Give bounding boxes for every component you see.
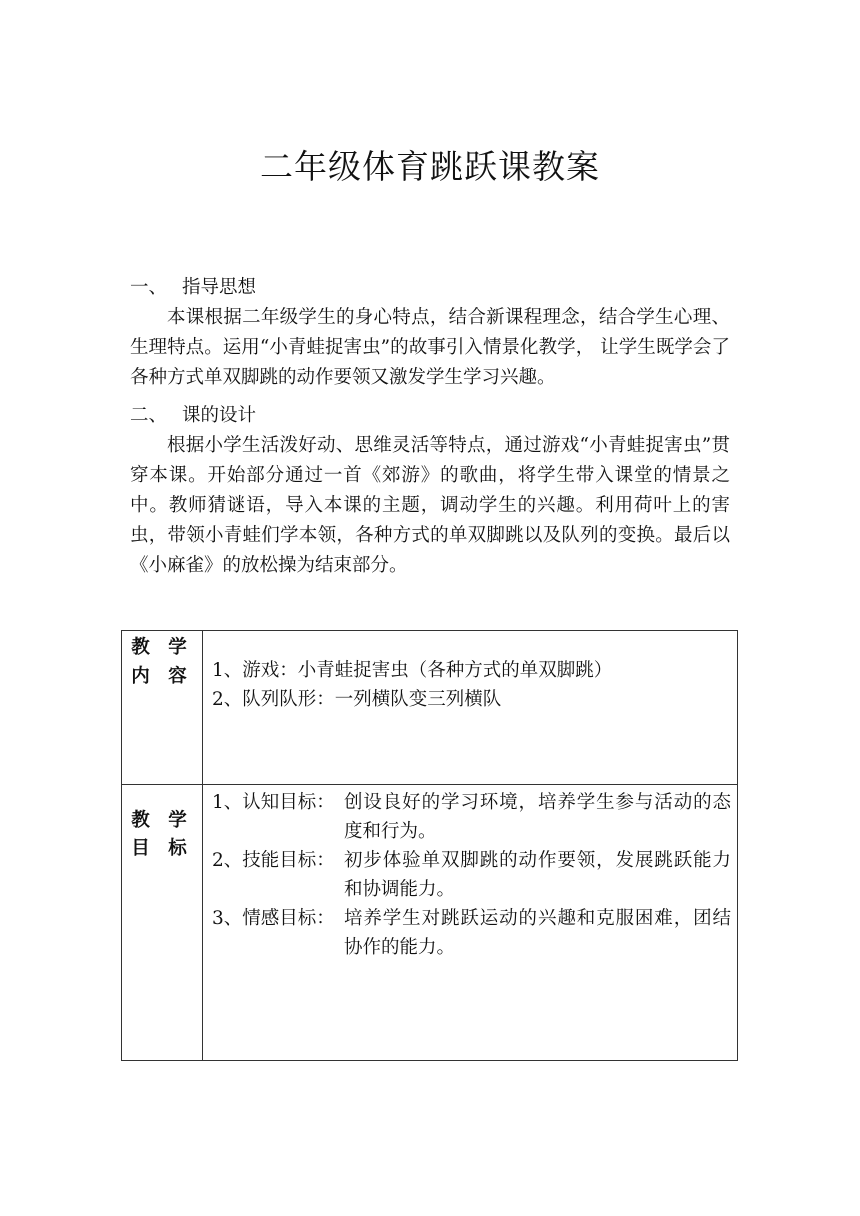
content-item: 1、游戏：小青蛙捉害虫（各种方式的单双脚跳）	[212, 660, 613, 681]
teaching-goals-label-cell	[122, 785, 203, 1061]
section-heading-text: 指导思想	[182, 277, 257, 298]
goal-prefix: 3、情感目标：	[212, 908, 335, 929]
goal-list	[212, 785, 731, 962]
teaching-content-row	[122, 631, 738, 785]
goal-item	[212, 846, 731, 904]
content-list	[212, 631, 731, 714]
goal-text: 培养学生对跳跃运动的兴趣和克服困难，团结协作的能力。	[344, 908, 731, 958]
label-line: 教 学	[131, 637, 193, 658]
teaching-content-label-cell	[122, 631, 203, 785]
label-line: 目 标	[131, 838, 193, 859]
teaching-goals-label	[122, 785, 202, 863]
teaching-goals-cell	[203, 785, 738, 1061]
section-heading-text: 课的设计	[182, 405, 257, 426]
teaching-content-cell	[203, 631, 738, 785]
section-paragraph: 本课根据二年级学生的身心特点，结合新课程理念，结合学生心理、生理特点。运用“小青蛙捉害虫”的故事引入情景化教学， 让学生既学会了各种方式单双脚跳的动作要领又激发学生学习兴趣。	[130, 307, 730, 388]
section-heading	[130, 401, 730, 431]
section-paragraph: 根据小学生活泼好动、思维灵活等特点，通过游戏“小青蛙捉害虫”贯穿本课。开始部分通过一首《郊游》的歌曲，将学生带入课堂的情景之中。教师猜谜语，导入本课的主题，调动学生的兴趣。利用荷叶上的害虫，带领小青蛙们学本领，各种方式的单双脚跳以及队列的变换。最后以《小麻雀》的放松操为结束部分。	[130, 435, 730, 576]
lesson-plan-table	[121, 630, 738, 1061]
goal-item	[212, 904, 731, 962]
label-line: 内 容	[131, 666, 193, 687]
teaching-content-label	[122, 631, 202, 691]
goal-text: 初步体验单双脚跳的动作要领，发展跳跃能力和协调能力。	[344, 850, 731, 900]
section-number: 一、	[130, 277, 168, 298]
section-lesson-design	[130, 401, 730, 581]
goal-item	[212, 788, 731, 846]
document-title: 二年级体育跳跃课教案	[260, 147, 600, 186]
section-guiding-thought	[130, 273, 730, 393]
goal-prefix: 1、认知目标：	[212, 792, 335, 813]
goal-prefix: 2、技能目标：	[212, 850, 335, 871]
label-line: 教 学	[131, 810, 193, 831]
content-item: 2、队列队形：一列横队变三列横队	[212, 689, 502, 710]
section-number: 二、	[130, 405, 168, 426]
goal-text: 创设良好的学习环境，培养学生参与活动的态度和行为。	[344, 792, 731, 842]
teaching-goals-row	[122, 785, 738, 1061]
section-heading	[130, 273, 730, 303]
